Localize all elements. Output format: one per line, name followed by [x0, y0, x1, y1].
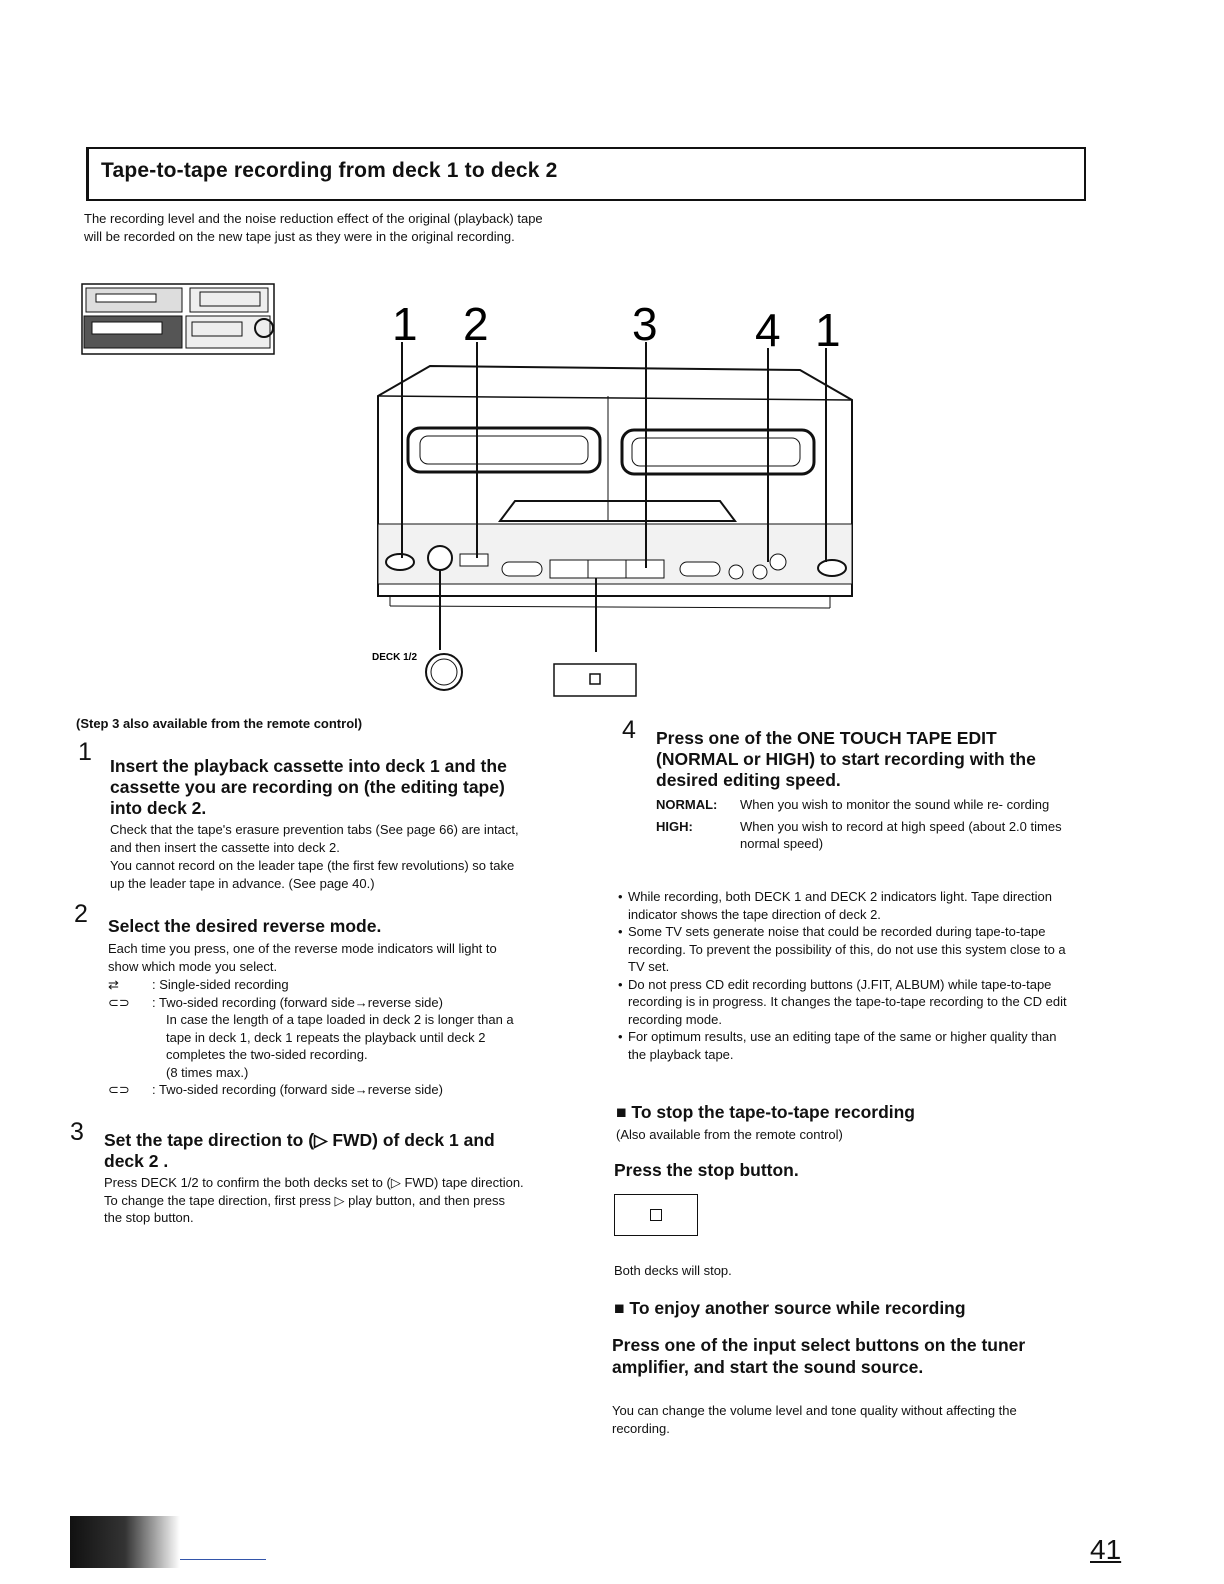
stop-instruction: Press the stop button. — [614, 1160, 799, 1180]
page-title: Tape-to-tape recording from deck 1 to deck 2 — [101, 159, 558, 182]
note-item: • For optimum results, use an editing tape of the same or higher quality than the playback tape. — [618, 1029, 1057, 1062]
step-1-number: 1 — [78, 738, 92, 766]
deck-button-label: DECK 1/2 — [372, 652, 418, 663]
callout-4: 4 — [755, 304, 781, 356]
page-number: 41 — [1090, 1534, 1122, 1565]
step-4-heading: Press one of the ONE TOUCH TAPE EDIT (NORMAL or HIGH) to start recording with the desired editing speed. — [656, 728, 1036, 790]
stop-section-heading: ■ To stop the tape-to-tape recording — [616, 1102, 915, 1122]
note-item: • While recording, both DECK 1 and DECK 2 indicators light. Tape direction indicator shows the tape direction of deck 2. — [618, 889, 1052, 922]
reverse-mode-list — [108, 976, 528, 1099]
enjoy-instruction: Press one of the input select buttons on the tuner amplifier, and start the sound source. — [612, 1335, 1026, 1377]
cassette-deck-illustration — [360, 296, 860, 706]
step-2-heading: Select the desired reverse mode. — [108, 916, 382, 936]
step-4-number: 4 — [622, 716, 636, 744]
callout-1-left: 1 — [392, 298, 418, 350]
step-3-body: Press DECK 1/2 to confirm the both decks set to (▷ FWD) tape direction. To change the tape direction, first press ▷ play button, and then press the stop button. — [104, 1175, 524, 1225]
stop-section-note: (Also available from the remote control) — [616, 1127, 843, 1142]
stop-button-icon — [614, 1194, 698, 1236]
section-title-box — [86, 147, 1086, 201]
step-1-body-2: You cannot record on the leader tape (the first few revolutions) so take up the leader tape in advance. (See page 40.) — [110, 858, 515, 891]
callout-1-right: 1 — [815, 304, 841, 356]
single-sided-icon: ⇄ — [108, 977, 119, 992]
mode-note: In case the length of a tape loaded in deck 2 is longer than a tape in deck 1, deck 1 repeats the playback until deck 2 completes the two-sided recording. — [166, 1012, 514, 1062]
mode-note-max: (8 times max.) — [166, 1064, 249, 1080]
intro-text: The recording level and the noise reduction effect of the original (playback) tape will be recorded on the new tape just as they were in the original recording. — [84, 211, 543, 244]
mode-two-sided-2: ⊂⊃ : Two-sided recording (forward side→reverse side) — [108, 1082, 443, 1097]
callout-3: 3 — [632, 298, 658, 350]
scan-artifact — [70, 1516, 180, 1568]
system-thumbnail-illustration — [78, 282, 278, 358]
step-3-heading: Set the tape direction to (▷ FWD) of deck 1 and deck 2 . — [104, 1130, 495, 1171]
step-1-heading: Insert the playback cassette into deck 1 and the cassette you are recording on (the editing tape) into deck 2. — [110, 756, 507, 818]
two-sided-icon: ⊂⊃ — [108, 994, 130, 1010]
callout-2: 2 — [463, 298, 489, 350]
notes-list — [618, 888, 1078, 1063]
note-item: • Do not press CD edit recording buttons (J.FIT, ALBUM) while tape-to-tape recording is in progress. It changes the tape-to-tape recording to the CD edit recording mode. — [618, 976, 1067, 1027]
two-sided-icon: ⊂⊃ — [108, 1082, 130, 1097]
remote-note: (Step 3 also available from the remote control) — [76, 716, 363, 731]
step-2-number: 2 — [74, 900, 88, 928]
footer-rule — [180, 1559, 266, 1560]
edit-speed-table — [656, 796, 1080, 853]
enjoy-section-heading: ■ To enjoy another source while recording — [614, 1298, 966, 1318]
enjoy-note: You can change the volume level and tone quality without affecting the recording. — [612, 1403, 1017, 1436]
mode-single: ⇄ : Single-sided recording — [108, 977, 289, 992]
step-2-body: Each time you press, one of the reverse mode indicators will light to show which mode you select. — [108, 941, 497, 974]
stop-result: Both decks will stop. — [614, 1263, 732, 1278]
normal-speed-row: NORMAL: When you wish to monitor the sound while re- cording — [656, 797, 1050, 812]
step-3-number: 3 — [70, 1118, 84, 1146]
high-speed-row: HIGH: When you wish to record at high speed (about 2.0 times normal speed) — [656, 818, 1062, 851]
step-1-body-1: Check that the tape's erasure prevention tabs (See page 66) are intact, and then insert the cassette into deck 2. — [110, 822, 519, 855]
note-item: • Some TV sets generate noise that could be recorded during tape-to-tape recording. To prevent the possibility of this, do not use this system close to a TV set. — [618, 924, 1066, 974]
mode-two-sided-1: ⊂⊃ : Two-sided recording (forward side→reverse side) — [108, 994, 443, 1010]
